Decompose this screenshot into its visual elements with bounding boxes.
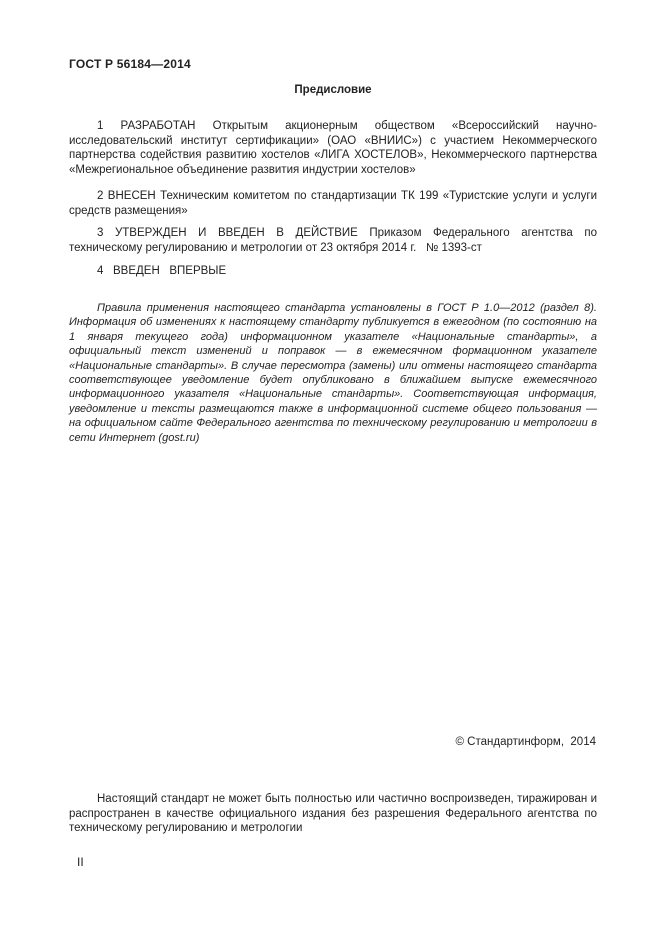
clause-approved: 3 УТВЕРЖДЕН И ВВЕДЕН В ДЕЙСТВИЕ Приказом Федерального агентства по техническому регулированию и метрологии от 23 октября 2014 г. № 1393-ст	[69, 227, 601, 254]
preface-title: Предисловие	[294, 84, 372, 96]
application-rules-note: Правила применения настоящего стандарта установлены в ГОСТ Р 1.0—2012 (раздел 8). Информация об изменениях к настоящему стандарту публикуется в ежегодном (по состоянию на 1 января текущего года) информационном указателе «Национальные стандарты», а официальный текст изменений и поправок — в ежемесячном формационном указателе «Национальные стандарты». В случае пересмотра (замены) или отмены настоящего стандарта соответствующее уведомление будет опубликовано в ближайшем выпуске ежемесячного информационного указателя «Национальные стандарты». Соответствующая информация, уведомление и тексты размещаются также в информационной системе общего пользования — на официальном сайте Федерального агентства по техническому регулированию и метрологии в сети Интернет (gost.ru)	[69, 302, 597, 444]
clause-developed: 1 РАЗРАБОТАН Открытым акционерным обществом «Всероссийский научно-исследовательский институт сертификации» (ОАО «ВНИИС») с участием Некоммерческого партнерства содействия развитию хостелов «ЛИГА ХОСТЕЛОВ», Некоммерческого партнерства «Межрегиональное объединение развития индустрии хостелов»	[69, 120, 597, 176]
clause-submitted: 2 ВНЕСЕН Техническим комитетом по стандартизации ТК 199 «Туристские услуги и услуги средств размещения»	[69, 190, 597, 217]
copyright-line: © Стандартинформ, 2014	[455, 736, 596, 748]
doc-number: ГОСТ Р 56184—2014	[69, 57, 191, 71]
clause-first-introduced: 4 ВВЕДЕН ВПЕРВЫЕ	[97, 265, 227, 277]
reproduction-restriction-note: Настоящий стандарт не может быть полностью или частично воспроизведен, тиражирован и распространен в качестве официального издания без разрешения Федерального агентства по техническому регулированию и метрологии	[69, 793, 597, 835]
page-number: II	[77, 855, 84, 869]
